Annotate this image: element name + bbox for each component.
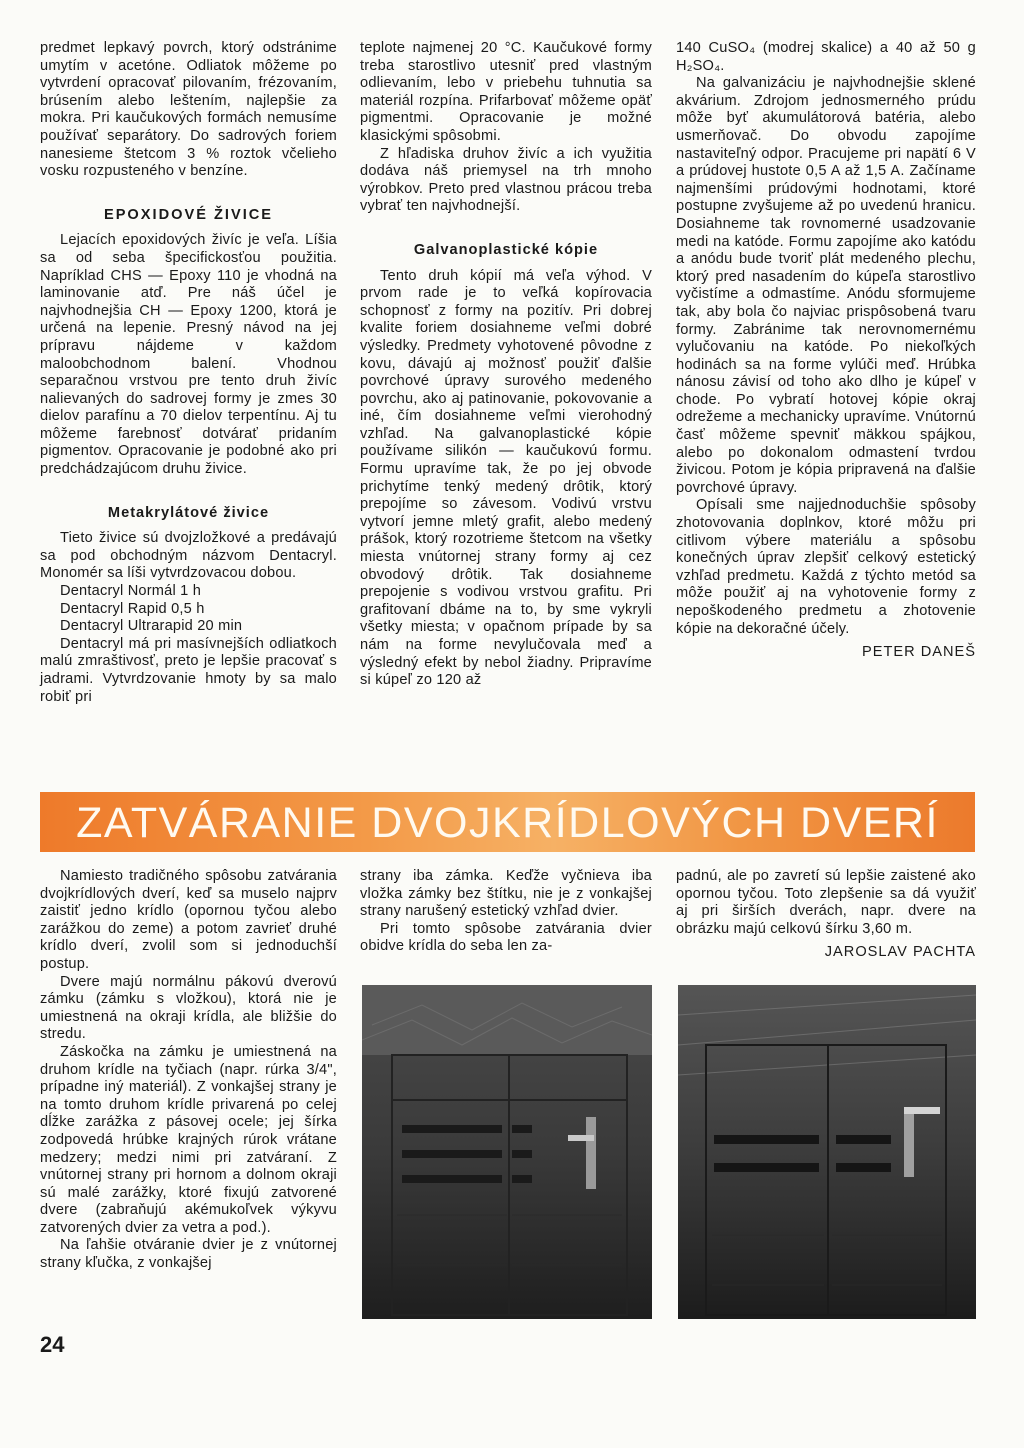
author-signature: JAROSLAV PACHTA [824, 944, 976, 961]
paragraph: strany iba zámka. Keďže vyčnieva iba vložka zámky bez štítku, nie je z vonkajšej strany narušený estetický vzhľad dvier. [360, 868, 652, 920]
paragraph: predmet lepkavý povrch, ktorý odstránime umytím v acetóne. Odliatok môžeme po vytvrdení opracovať pilovaním, frézovaním, brúsením alebo leštením, najlepšie za mokra. Pri kaučukových formách nemusíme používať separátory. Do sadrových foriem nanesieme štetcom 3 % roztok včelieho vosku rozpusteného v benzíne. [40, 40, 337, 180]
paragraph: Na ľahšie otváranie dvier je z vnútornej strany kľučka, z vonkajšej [40, 1237, 337, 1272]
paragraph: Na galvanizáciu je najvhodnejšie sklené akvárium. Zdrojom jednosmerného prúdu môže byť akumulátorová batéria, alebo usmerňovač. Do obvodu zapojíme nastaviteľný odpor. Pracujeme pri napätí 6 V a prúdovej hustote 0,5 A až 1,5 A. Začíname najmenšími prúdovými hodnotami, ktoré postupne zvyšujeme až po uvedenú hranicu. Dosiahneme tak rovnomerné usadzovanie medi na katóde. Formu zapojíme ako katódu a anódu bude tvoriť plát medeného plechu, ktorý pred nasadením do kúpeľa starostlivo vyčistíme a odmastíme. Anódu sformujeme tak, aby bola čo najviac prispôsobená tvaru formy. Zabránime tak nerovnomernému vylučovaniu na katóde. Po niekoľkých hodinách sa na forme vylúči meď. Hrúbka nánosu závisí od toho ako dlho je kúpeľ v chode. Po vybratí hotovej kópie okraj odrežeme a mechanicky upravíme. Vnútornú časť môžeme spevniť mäkkou spájkou, alebo po dokonalom odmastení tvrdou živicou. Potom je kópia pripravená na ďalšie povrchové úpravy. [676, 75, 976, 496]
article-column-3 [676, 40, 976, 662]
list-item: Dentacryl Ultrarapid 20 min [60, 618, 243, 635]
article-column-2 [360, 40, 652, 690]
list-item: Dentacryl Normál 1 h [60, 583, 202, 600]
paragraph: teplote najmenej 20 °C. Kaučukové formy treba starostlivo utesniť pred vlastným odlievaním, lebo v priebehu tuhnutia sa materiál rozpína. Prifarbovať môžeme opäť pigmentmi. Opracovanie je možné klasickými spôsobmi. [360, 40, 652, 144]
paragraph: Pri tomto spôsobe zatvárania dvier obidve krídla do seba len za- [360, 920, 652, 955]
paragraph: Opísali sme najjednoduchšie spôsoby zhotovovania doplnkov, ktoré môžu pri citlivom výbere materiálu a spôsobu konečných úprav zlepšiť celkový estetický vzhľad predmetu. Každá z týchto metód sa môže použiť aj na vyhotovenie formy z nepoškodeného predmetu a zhotovenie kópie na dekoračné účely. [676, 497, 976, 637]
door-photo-outside [362, 985, 652, 1319]
paragraph: Tento druh kópií má veľa výhod. V prvom rade je to veľká kopírovacia schopnosť z formy na pozitív. Pri dobrej kvalite foriem dosiahneme veľmi dobré výsledky. Predmety vyhotovené pôvodne z kovu, dávajú aj možnosť použiť ďalšie povrchové úpravy surového medeného povrchu, ako aj patinovanie, pokovovanie a iné, čím dosiahneme veľmi vierohodný vzhľad. Na galvanoplastické kópie používame silikón — kaučukovú formu. Formu upravíme tak, že po jej obvode prichytíme tenký medený drôtik, ktorý prepojíme so závesom. Vodivú vrstvu vytvorí jemne mletý grafit, alebo medený prášok, ktorý rozotrieme štetcom na všetky miesta vnútornej strany formy aj cez obvodový drôtik. Tak dosiahneme prepojenie s vodivou vrstvou grafitu. Pri grafitovaní dbáme na to, by sme vykryli všetky miesta; v opačnom prípade by sa nám na forme nevylučovala meď a výsledný efekt by nebol žiadny. Pripravíme si kúpeľ zo 120 až [360, 267, 652, 689]
section-heading-galvanoplastic: Galvanoplastické kópie [413, 241, 599, 258]
article-column-1 [40, 868, 337, 1273]
page-number: 24 [40, 1332, 65, 1357]
section-heading-epoxy: EPOXIDOVÉ ŽIVICE [103, 206, 274, 223]
paragraph: Tieto živice sú dvojzložkové a predávajú sa pod obchodným názvom Dentacryl. Monomér sa líši vytvrdzovacou dobou. [40, 530, 337, 582]
paragraph: Z hľadiska druhov živíc a ich využitia dodáva náš priemysel na trh mnoho výrobkov. Preto pred vlastnou prácou treba vybrať ten najvhodnejší. [360, 145, 652, 215]
paragraph: Dentacryl má pri masívnejších odliatkoch malú zmraštivosť, preto je lepšie pracovať s jadrami. Vytvrdzovanie hmoty by sa malo robiť pri [40, 635, 337, 705]
article-column-2 [360, 868, 652, 956]
article-column-1 [40, 40, 337, 706]
door-photo-inside [678, 985, 976, 1319]
paragraph: Záskočka na zámku je umiestnená na druhom krídle na tyčiach (napr. rúrka 3/4", prípadne iný materiál). Z vonkajšej strany je na tomto druhom krídle privarená po celej dĺžke zarážka z pásovej ocele; jej šírka zodpovedá hrúbke krajných rúrok vrátane medzery; medzi nimi pri zatváraní. Z vnútornej strany pri hornom a dolnom okraji sú malé zarážky, ktoré fixujú zatvorené dvere (zabraňujú akémukoľvek výkyvu zatvorených dvier za vetra a pod.). [40, 1043, 337, 1236]
article-title-banner [40, 792, 975, 852]
paragraph: Dvere majú normálnu pákovú dverovú zámku (zámku s vložkou), ktorá nie je umiestnená na okraji krídla, ale bližšie do stredu. [40, 973, 337, 1043]
author-signature: PETER DANEŠ [862, 644, 976, 661]
article-column-3 [676, 868, 976, 962]
list-item: Dentacryl Rapid 0,5 h [60, 600, 205, 617]
section-heading-methacrylate: Metakrylátové živice [107, 504, 270, 521]
paragraph: Namiesto tradičného spôsobu zatvárania dvojkrídlových dverí, keď sa muselo najprv zaistiť jedno krídlo (opornou tyčou alebo zarážkou do zeme) a potom zavrieť druhé krídlo dverí, zvolil som si jednoduchší postup. [40, 868, 337, 972]
article-title: ZATVÁRANIE DVOJKRÍDLOVÝCH DVERÍ [76, 799, 939, 847]
door-photo-outside-image [362, 985, 652, 1319]
door-photo-inside-image [678, 985, 976, 1319]
paragraph: Lejacích epoxidových živíc je veľa. Líšia sa od seba špecifickosťou použitia. Napríklad CHS — Epoxy 110 je vhodná na laminovanie atď. Pre náš účel je najvhodnejšia CH — Epoxy 1200, ktorá je určená na lepenie. Presný návod na jej prípravu nájdeme v každom maloobchodnom balení. Vhodnou separačnou vrstvou pre tento druh živíc nalievaných do sadrovej formy je zmes 30 dielov parafínu a 70 dielov terpentínu. Aj tu môžeme farebnosť dotvárať pridaním pigmentov. Opracovanie je podobné ako pri predchádzajúcom druhu živice. [40, 232, 337, 478]
paragraph: 140 CuSO₄ (modrej skalice) a 40 až 50 g H₂SO₄. [676, 40, 976, 74]
paragraph: padnú, ale po zavretí sú lepšie zaistené ako opornou tyčou. Toto zlepšenie sa dá využiť aj pri širších dverách, napr. dvere na obrázku majú celkovú šírku 3,60 m. [676, 868, 976, 937]
